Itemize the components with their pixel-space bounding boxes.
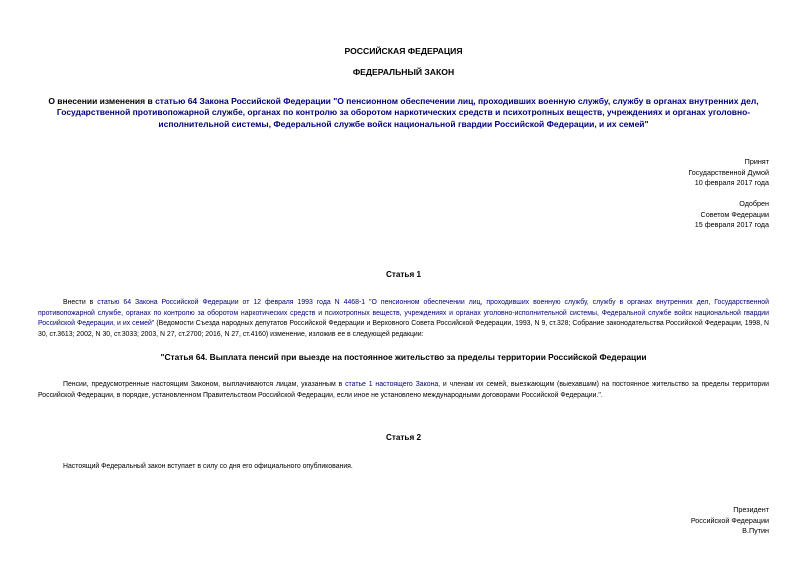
signature-country: Российской Федерации bbox=[690, 515, 769, 525]
approved-by: Советом Федерации bbox=[700, 209, 769, 219]
law-type-heading: ФЕДЕРАЛЬНЫЙ ЗАКОН bbox=[352, 67, 455, 77]
signature-name: В.Путин bbox=[742, 526, 769, 536]
article-2-text: Настоящий Федеральный закон вступает в силу со дня его официального опубликования. bbox=[63, 463, 353, 470]
article-2-heading: Статья 2 bbox=[385, 433, 422, 442]
document-title bbox=[40, 96, 767, 130]
article-1-heading: Статья 1 bbox=[385, 270, 422, 279]
article-64-heading: "Статья 64. Выплата пенсий при выезде на постоянное жительство за пределы территории Российской Федерации bbox=[160, 352, 647, 362]
article-1-text-before: Внести в bbox=[63, 299, 98, 306]
adopted-label: Принят bbox=[744, 157, 769, 166]
adopted-by: Государственной Думой bbox=[688, 167, 769, 177]
article-1-text bbox=[38, 298, 769, 340]
signature-block bbox=[691, 505, 769, 537]
approved-date: 15 февраля 2017 года bbox=[694, 220, 769, 230]
article-64-link[interactable]: статье 1 настоящего Закона bbox=[345, 381, 439, 388]
article-64-text-after: , и членам их семей, выезжающим (выехавшим) на постоянное жительство за пределы территории Российской Федерации, в порядке, установленном Правительством Российской Федерации, если иное не установлено международными договорами Российской Федерации.". bbox=[38, 381, 770, 399]
article-1-link[interactable]: статью 64 Закона Российской Федерации от 12 февраля 1993 года N 4468-1 "О пенсионном обеспечении лиц, проходивших военную службу, службу в органах внутренних дел, Государственной противопожарной службе, органах по контролю за оборотом наркотических средств и психотропных веществ, учреждениях и органах уголовно-исполнительной системы, Федеральной службе войск национальной гвардии Российской Федерации, и их семей" bbox=[38, 299, 769, 327]
approved-block bbox=[695, 199, 769, 231]
title-link[interactable]: статью 64 Закона Российской Федерации "О пенсионном обеспечении лиц, проходивших военную службу, службу в органах внутренних дел, Государственной противопожарной службе, органах по контролю за оборотом наркотических средств и психотропных веществ, учреждениях и органах уголовно-исполнительной системы, Федеральной службе войск национальной гвардии Российской Федерации, и их семей" bbox=[56, 96, 759, 129]
country-heading: РОССИЙСКАЯ ФЕДЕРАЦИЯ bbox=[344, 46, 463, 56]
article-64-text-before: Пенсии, предусмотренные настоящим Законом, выплачиваются лицам, указанным в bbox=[63, 381, 346, 388]
article-1-text-after: (Ведомости Съезда народных депутатов Российской Федерации и Верховного Совета Российской Федерации, 1993, N 9, ст.328; Собрание законодательства Российской Федерации, 1998, N 30, ст.3613; 2002, N 30, ст.3033; 2003, N 27, ст.2700; 2016, N 27, ст.4160) изменение, изложив ее в следующей редакции: bbox=[38, 320, 769, 338]
adopted-block bbox=[688, 157, 769, 189]
adopted-date: 10 февраля 2017 года bbox=[694, 178, 769, 188]
article-64-text bbox=[38, 380, 769, 401]
signature-title: Президент bbox=[733, 505, 769, 514]
approved-label: Одобрен bbox=[739, 199, 769, 208]
title-prefix: О внесении изменения в bbox=[48, 96, 156, 106]
